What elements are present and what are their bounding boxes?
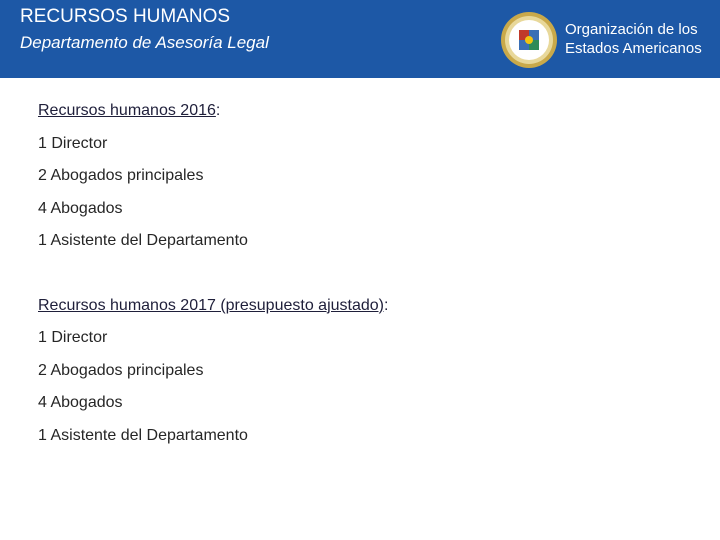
organization-name-line1: Organización de los <box>565 21 698 38</box>
organization-name-line2: Estados Americanos <box>565 40 702 57</box>
section-spacer <box>38 258 388 290</box>
page-subtitle: Departamento de Asesoría Legal <box>20 33 269 52</box>
list-item: 2 Abogados principales <box>38 361 204 379</box>
section-heading-2016-colon: : <box>215 102 221 119</box>
list-item: 4 Abogados <box>38 199 123 217</box>
list-item: 1 Asistente del Departamento <box>38 426 248 444</box>
list-item: 1 Director <box>38 134 108 152</box>
oas-seal-icon <box>500 11 558 69</box>
list-item: 1 Director <box>38 329 108 346</box>
section-heading-2016 <box>38 95 388 128</box>
list-item: 2 Abogados principales <box>38 167 204 184</box>
section-heading-2016-text: Recursos humanos 2016 <box>38 102 216 119</box>
content-area <box>38 95 388 452</box>
section-heading-2017 <box>38 290 388 323</box>
organization-name <box>565 20 702 58</box>
section-heading-2017-colon: : <box>383 296 389 314</box>
page-title: RECURSOS HUMANOS <box>20 6 231 27</box>
list-item: 4 Abogados <box>38 394 123 411</box>
list-item: 1 Asistente del Departamento <box>38 232 248 249</box>
section-heading-2017-text: Recursos humanos 2017 (presupuesto ajustado) <box>38 296 384 314</box>
header-banner <box>0 0 720 78</box>
